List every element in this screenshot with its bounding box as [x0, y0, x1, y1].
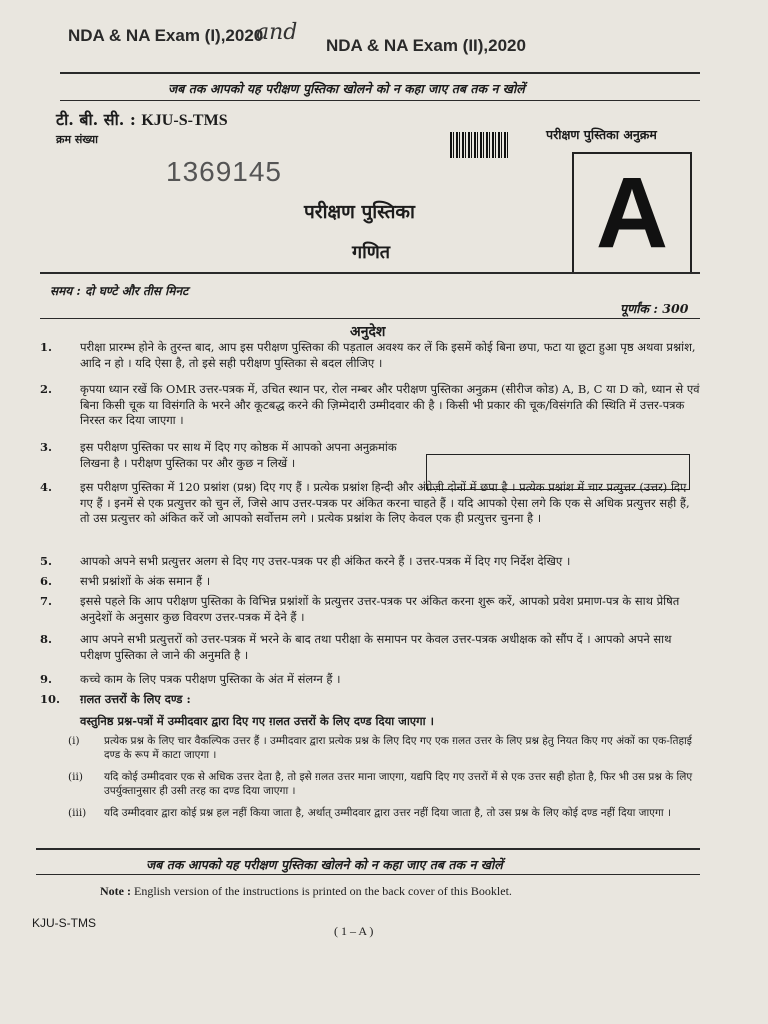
instruction-number: 9. [40, 672, 53, 686]
instruction-number: 3. [40, 440, 53, 454]
instruction-text: कृपया ध्यान रखें कि OMR उत्तर-पत्रक में, उचित स्थान पर, रोल नम्बर और परीक्षण पुस्तिका अनुक्रम (सीरीज कोड) A, B, C या D को, ध्यान से एवं बिना किसी चूक या विसंगति के भरने और कूटबद्ध करने की ज़िम्मेदारी उम्मीदवार की है । किसी भी प्रकार की चूक/विसंगति की स्थिति में उत्तर-पत्रक निरस्त कर दिया जाएगा । [80, 382, 700, 427]
penalty-lead: वस्तुनिष्ठ प्रश्न-पत्रों में उम्मीदवार द्वारा दिए गए ग़लत उत्तरों के लिए दण्ड दिया जाएगा । [80, 714, 434, 728]
penalty-text: प्रत्येक प्रश्न के लिए चार वैकल्पिक उत्तर हैं । उम्मीदवार द्वारा प्रत्येक प्रश्न के लिए दिए गए एक ग़लत उत्तर के लिए प्रश्न हेतु नियत किए गए अंकों का एक-तिहाई दण्ड के रूप में काटा जाएगा । [104, 735, 692, 761]
instruction-5 [40, 554, 700, 570]
penalty-number: (iii) [68, 807, 87, 819]
instruction-number: 10. [40, 692, 61, 706]
instruction-1 [40, 340, 700, 371]
tbc-code: KJU-S-TMS [141, 112, 228, 129]
bottom-rule [36, 848, 700, 850]
instruction-number: 4. [40, 480, 53, 494]
instruction-4 [40, 480, 700, 527]
instruction-text: ग़लत उत्तरों के लिए दण्ड : [80, 692, 191, 706]
note-text: English version of the instructions is printed on the back cover of this Booklet. [133, 884, 512, 898]
instruction-number: 7. [40, 594, 53, 608]
instruction-number: 8. [40, 632, 53, 646]
instructions-heading: अनुदेश [350, 324, 386, 340]
do-not-open-bottom: जब तक आपको यह परीक्षण पुस्तिका खोलने को न कहा जाए तब तक न खोलें [146, 857, 503, 872]
barcode [450, 132, 510, 158]
instruction-text: परीक्षा प्रारम्भ होने के तुरन्त बाद, आप इस परीक्षण पुस्तिका की पड़ताल अवश्य कर लें कि इसमें कोई बिना छपा, फटा या छूटा हुआ पृष्ठ अथवा प्रश्नांश, आदि न हो । यदि ऐसा है, तो इसे सही परीक्षण पुस्तिका से बदल लीजिए । [80, 340, 696, 370]
instruction-number: 2. [40, 382, 53, 396]
top-rule [60, 72, 700, 74]
instruction-number: 5. [40, 554, 53, 568]
penalty-text: यदि कोई उम्मीदवार एक से अधिक उत्तर देता है, तो इसे ग़लत उत्तर माना जाएगा, यद्यपि दिए गए उत्तरों में से एक उत्तर सही होता है, फिर भी उस प्रश्न के लिए उपर्युक्तानुसार ही उसी तरह का दण्ड दिया जाएगा । [104, 771, 693, 797]
instruction-number: 1. [40, 340, 53, 354]
exam-title-1: NDA & NA Exam (I),2020 [68, 26, 264, 45]
instruction-2 [40, 382, 700, 429]
penalty-item-1 [68, 734, 700, 762]
mid-rule [40, 272, 700, 274]
footer-code: KJU-S-TMS [32, 916, 96, 930]
instruction-7 [40, 594, 700, 625]
serial-number: 1369145 [166, 156, 283, 187]
penalty-text: यदि उम्मीदवार द्वारा कोई प्रश्न हल नहीं किया जाता है, अर्थात् उम्मीदवार द्वारा उत्तर नहीं दिया जाता है, तो उस प्रश्न के लिए कोई दण्ड नहीं दिया जाएगा । [104, 807, 671, 819]
instruction-8 [40, 632, 700, 663]
instruction-text: इस परीक्षण पुस्तिका पर साथ में दिए गए कोष्ठक में आपको अपना अनुक्रमांक लिखना है । परीक्षण पुस्तिका पर और कुछ न लिखें । [80, 440, 397, 470]
instruction-text: कच्चे काम के लिए पत्रक परीक्षण पुस्तिका के अंत में संलग्न हैं । [80, 672, 341, 686]
time-allowed: समय : दो घण्टे और तीस मिनट [50, 284, 189, 298]
instruction-number: 6. [40, 574, 53, 588]
handwritten-and: and [256, 20, 298, 45]
series-letter: A [595, 156, 669, 269]
instruction-6 [40, 574, 700, 590]
exam-title-2: NDA & NA Exam (II),2020 [326, 36, 526, 55]
subject-title: गणित [352, 242, 391, 263]
instruction-text: इससे पहले कि आप परीक्षण पुस्तिका के विभिन्न प्रश्नांशों के प्रत्युत्तर उत्तर-पत्रक पर अंकित करना शुरू करें, आपको प्रवेश प्रमाण-पत्र के साथ प्रेषित अनुदेशों के अनुसार कुछ विवरण उत्तर-पत्रक में देने हैं । [80, 594, 680, 624]
instruction-text: इस परीक्षण पुस्तिका में 120 प्रश्नांश (प्रश्न) दिए गए हैं । प्रत्येक प्रश्नांश हिन्दी और अंग्रेज़ी दोनों में छपा है । प्रत्येक प्रश्नांश में चार प्रत्युत्तर (उत्तर) दिए गए हैं । इनमें से एक प्रत्युत्तर को चुन लें, जिसे आप उत्तर-पत्रक पर अंकित करना चाहते हैं । यदि आपको ऐसा लगे कि एक से अधिक प्रत्युत्तर सही हैं, तो उस प्रत्युत्तर को अंकित करें जो आपको सर्वोत्तम लगे । प्रत्येक प्रश्नांश के लिए केवल एक ही प्रत्युत्तर चुनना है । [80, 480, 690, 525]
penalty-item-3 [68, 806, 700, 820]
series-box [572, 152, 692, 274]
instruction-10 [40, 692, 700, 708]
do-not-open-top: जब तक आपको यह परीक्षण पुस्तिका खोलने को न कहा जाए तब तक न खोलें [168, 81, 525, 96]
bottom-rule-2 [36, 874, 700, 875]
instruction-text: सभी प्रश्नांशों के अंक समान हैं । [80, 574, 211, 588]
penalty-item-2 [68, 770, 700, 798]
mid-rule-2 [40, 318, 700, 319]
instruction-3 [40, 440, 420, 471]
penalty-number: (i) [68, 735, 80, 747]
tbc-label-text: टी. बी. सी. : [56, 110, 136, 129]
serial-label: क्रम संख्या [56, 133, 98, 146]
top-rule-2 [60, 100, 700, 101]
instruction-9 [40, 672, 700, 688]
instruction-text: आप अपने सभी प्रत्युत्तरों को उत्तर-पत्रक में भरने के बाद तथा परीक्षा के समापन पर केवल उत्तर-पत्रक अधीक्षक को सौंप दें । आपको अपने साथ परीक्षण पुस्तिका ले जाने की अनुमति है । [80, 632, 672, 662]
instruction-text: आपको अपने सभी प्रत्युत्तर अलग से दिए गए उत्तर-पत्रक पर ही अंकित करने हैं । उत्तर-पत्रक में दिए गए निर्देश देखिए । [80, 554, 571, 568]
page-number: ( 1 – A ) [334, 924, 374, 938]
maximum-marks: पूर्णांक : 300 [620, 301, 689, 316]
english-note [100, 884, 512, 899]
note-label: Note : [100, 884, 131, 898]
booklet-title: परीक्षण पुस्तिका [304, 201, 415, 223]
penalty-number: (ii) [68, 771, 83, 783]
tbc-label [56, 108, 228, 130]
series-label: परीक्षण पुस्तिका अनुक्रम [546, 127, 657, 142]
